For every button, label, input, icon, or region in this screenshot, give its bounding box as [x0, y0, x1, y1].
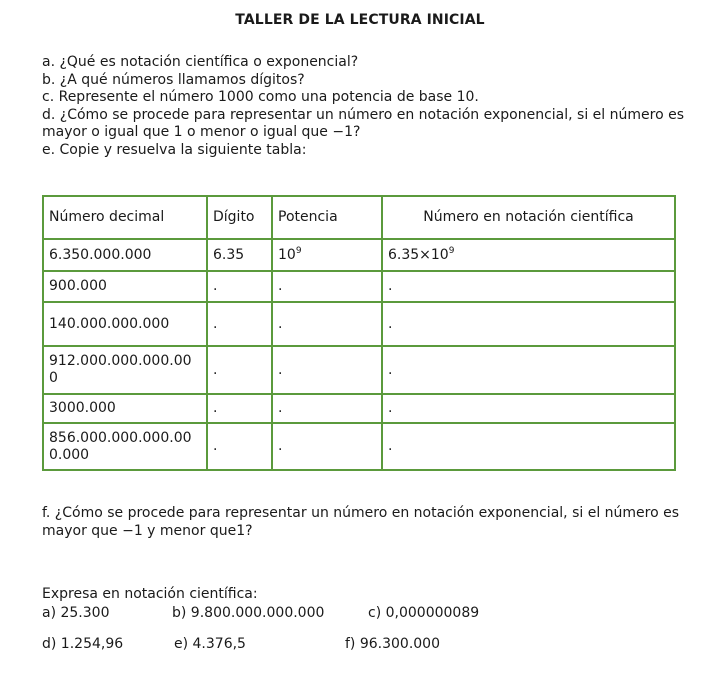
- table-row: [43, 302, 675, 346]
- cell-power: .: [272, 271, 382, 302]
- cell-power: .: [272, 423, 382, 470]
- question-d: d. ¿Cómo se procede para representar un número en notación exponencial, si el número es mayor o igual que 1 o menor o igual que −1?: [42, 106, 684, 140]
- cell-digit: .: [207, 346, 272, 394]
- exercise-item-f: f) 96.300.000: [345, 636, 440, 652]
- header-scientific: Número en notación científica: [382, 196, 675, 239]
- cell-decimal: 6.350.000.000: [43, 239, 207, 271]
- exercise-item-b: b) 9.800.000.000.000: [172, 605, 325, 621]
- exercise-heading: Expresa en notación científica:: [42, 586, 258, 602]
- cell-power: .: [272, 346, 382, 394]
- exercise-item-d: d) 1.254,96: [42, 636, 124, 652]
- table-row: [43, 239, 675, 271]
- cell-scientific: .: [382, 302, 675, 346]
- cell-digit: 6.35: [207, 239, 272, 271]
- cell-power: .: [272, 302, 382, 346]
- exercise-item-e: e) 4.376,5: [174, 636, 246, 652]
- table-row: [43, 423, 675, 470]
- table-row: [43, 394, 675, 423]
- question-a: a. ¿Qué es notación científica o exponencial?: [42, 54, 359, 70]
- cell-decimal: 856.000.000.000.00 0.000: [43, 423, 207, 470]
- cell-decimal: 3000.000: [43, 394, 207, 423]
- power-base: 10: [278, 246, 296, 263]
- scientific-notation-table: [42, 195, 676, 471]
- sci-base: 6.35×10: [388, 246, 449, 263]
- table-header-row: [43, 196, 675, 239]
- header-decimal: Número decimal: [43, 196, 207, 239]
- cell-scientific: .: [382, 271, 675, 302]
- cell-decimal: 912.000.000.000.00 0: [43, 346, 207, 394]
- cell-digit: .: [207, 302, 272, 346]
- table-row: [43, 346, 675, 394]
- exercise-item-a: a) 25.300: [42, 605, 110, 621]
- question-c: c. Represente el número 1000 como una potencia de base 10.: [42, 89, 479, 105]
- cell-digit: .: [207, 423, 272, 470]
- power-exponent: 9: [295, 245, 302, 256]
- cell-scientific: .: [382, 346, 675, 394]
- question-b: b. ¿A qué números llamamos dígitos?: [42, 71, 305, 88]
- cell-decimal: 140.000.000.000: [43, 302, 207, 346]
- cell-power: [272, 239, 382, 271]
- header-power: Potencia: [272, 196, 382, 239]
- cell-power: .: [272, 394, 382, 423]
- cell-digit: .: [207, 271, 272, 302]
- cell-scientific: .: [382, 423, 675, 470]
- table-row: [43, 271, 675, 302]
- sci-exponent: 9: [448, 245, 455, 256]
- question-e: e. Copie y resuelva la siguiente tabla:: [42, 141, 307, 158]
- header-digit: Dígito: [207, 196, 272, 239]
- question-f: f. ¿Cómo se procede para representar un número en notación exponencial, si el número es mayor que −1 y menor que1?: [42, 505, 680, 539]
- exercise-item-c: c) 0,000000089: [368, 605, 480, 621]
- cell-digit: .: [207, 394, 272, 423]
- cell-decimal: 900.000: [43, 271, 207, 302]
- cell-scientific: .: [382, 394, 675, 423]
- cell-scientific: [382, 239, 675, 271]
- page-title: TALLER DE LA LECTURA INICIAL: [235, 12, 485, 28]
- question-list: [42, 54, 692, 159]
